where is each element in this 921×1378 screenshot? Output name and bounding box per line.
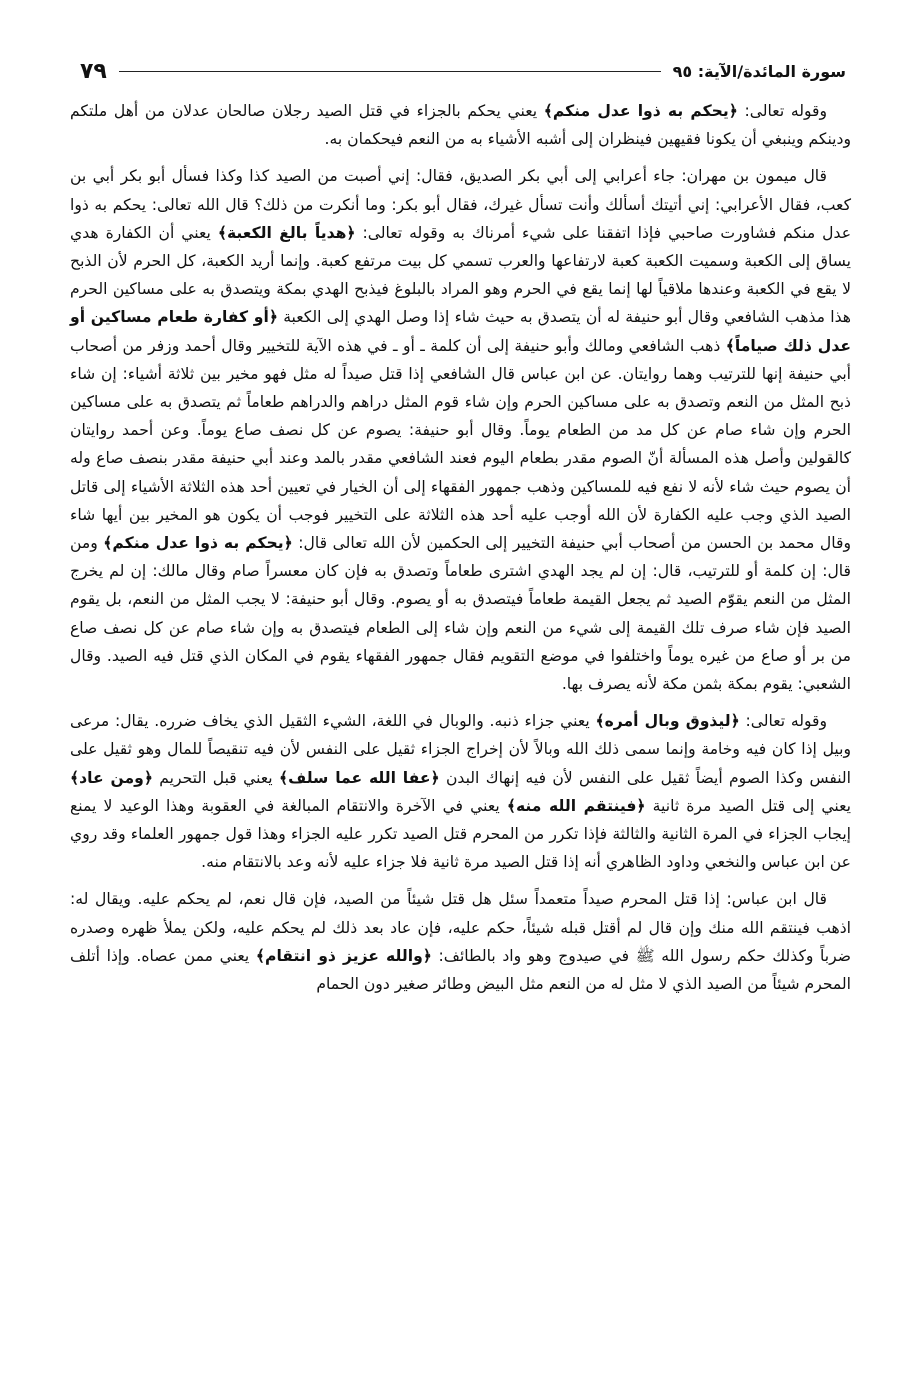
quran-quote: ﴿يحكم به ذوا عدل منكم﴾ bbox=[543, 102, 738, 120]
commentary-text: قال ميمون بن مهران: جاء أعرابي إلى أبي بكر الصديق، فقال: إني أصبت من الصيد كذا وكذا فسأل أبو بكر أبي بن كعب، فقال الأعرابي: إني أتيتك أسألك وأنت تسأل غيرك، فقال أبو بكر: وما أنكرت من ذلك؟ قال الله تعالى: يحكم به ذوا عدل منكم فشاورت صاحبي فإذا اتفقنا على شيء أمرناك به وقوله تعالى: bbox=[70, 167, 851, 242]
paragraph bbox=[70, 97, 851, 153]
commentary-text: يعني ممن عصاه. وإذا أتلف المحرم شيئاً من الصيد الذي لا مثل له من النعم مثل البيض وطائر صغير دون الحمام bbox=[70, 946, 851, 994]
quran-quote: ﴿هدياً بالغ الكعبة﴾ bbox=[217, 223, 356, 242]
commentary-text: يعني جزاء ذنبه. والوبال في اللغة، الشيء الثقيل الذي يخاف ضرره. يقال: مرعى وبيل إذا كان فيه وخامة وإنما سمى ذلك الله وبالاً لأن إخراج الجزاء ثقيل على النفس لأن فيه تنقيصاً للمال وهو ثقيل على النفس وكذا الصوم أيضاً ثقيل على النفس لأن فيه إنهاك البدن bbox=[70, 712, 852, 787]
header-rule bbox=[119, 71, 661, 72]
commentary-text: يعني يحكم بالجزاء في قتل الصيد رجلان صالحان عدلان من أهل ملتكم ودينكم وينبغي أن يكونا فقيهين فينظران إلى أشبه الأشياء به من النعم فيحكمان به. bbox=[70, 102, 851, 149]
commentary-text: ومن قال: إن كلمة أو للترتيب، قال: إن لم يجد الهدي اشترى طعاماً وتصدق به فإن كان معسراً صام وقال مالك: إن لم يخرج المثل من النعم يقوّم الصيد ثم يجعل القيمة طعاماً فيتصدق به أو يصوم. وقال أبو حنيفة: لا يجب المثل من النعم، بل يقوم الصيد فإن شاء صرف تلك القيمة إلى شيء من النعم وإن شاء إلى الطعام فيتصدق به وإن شاء صام عن كل نصف صاع من بر أو صاع من غيره يوماً واختلفوا في موضع التقويم فقال جمهور الفقهاء يقوم في المكان الذي قتل فيه الصيد. وقال الشعبي: يقوم بمكة بثمن مكة لأنه يصرف بها. bbox=[70, 534, 851, 694]
commentary-text: وقوله تعالى: bbox=[737, 102, 827, 120]
commentary-text: يعني إلى قتل الصيد مرة ثانية bbox=[645, 796, 852, 815]
commentary-text: وقوله تعالى: bbox=[739, 712, 827, 731]
quran-quote: ﴿ليذوق وبال أمره﴾ bbox=[595, 712, 740, 731]
paragraph bbox=[70, 707, 851, 876]
commentary-text: يعني أن الكفارة هدي يساق إلى الكعبة وسميت الكعبة كعبة لارتفاعها والعرب تسمي كل بيت مرتفع كعبة. وإنما أريد الكعبة، كل الحرم لأن الذبح لا يقع في الكعبة وعندها ملاقياً لها إنما يقع في الحرم وهو المراد بالبلوغ فيذبح الهدي بمكة ويتصدق به على مساكين الحرم هذا مذهب الشافعي وقال أبو حنيفة له أن يتصدق به حيث شاء إذا وصل الهدي إلى الكعبة bbox=[70, 223, 851, 327]
paragraph bbox=[70, 885, 851, 998]
page-header bbox=[80, 56, 846, 86]
paragraph-text bbox=[70, 885, 851, 998]
commentary-text: ذهب الشافعي ومالك وأبو حنيفة إلى أن كلمة ـ أو ـ في هذه الآية للتخيير وقال أحمد وزفر من أصحاب أبي حنيفة إنها للترتيب وهما روايتان. عن ابن عباس قال الشافعي إذا قتل صيداً له مثل فهو مخير بين ثلاثة أشياء: إن شاء ذبح المثل من النعم وتصدق به على مساكين الحرم وإن شاء قوم المثل دراهم والدراهم طعاماً ثم يتصدق به على مساكين الحرم وإن شاء صام عن كل مد من الطعام يوماً. وقال أبو حنيفة: يصوم عن كل نصف صاع يوماً. وعن أحمد روايتان كالقولين وأصل هذه المسألة أنّ الصوم مقدر بطعام اليوم فعند الشافعي مقدر بالمد وعند أبي حنيفة مقدر بنصف صاع وله أن يصوم حيث شاء لأنه لا نفع فيه للمساكين وذهب جمهور الفقهاء إلى أن الخيار في تعيين أحد هذه الثلاثة الأشياء إلى قاتل الصيد الذي وجب عليه الكفارة لأن الله أوجب عليه أحد هذه الثلاثة على التخيير فوجب أن يكون هو المخير بين أيها شاء وقال محمد بن الحسن من أصحاب أبي حنيفة التخيير إلى الحكمين لأن الله تعالى قال: bbox=[70, 336, 851, 553]
quran-quote: ﴿أو كفارة طعام مساكين أو عدل ذلك صياماً﴾ bbox=[70, 308, 851, 355]
quran-quote: ﴿يحكم به ذوا عدل منكم﴾ bbox=[103, 534, 293, 553]
paragraph-text bbox=[70, 707, 851, 876]
surah-verse-title: سورة المائدة/الآية: ٩٥ bbox=[672, 61, 846, 81]
page-body bbox=[70, 97, 851, 1007]
paragraph bbox=[70, 162, 851, 698]
quran-quote: ﴿ومن عاد﴾ bbox=[70, 768, 153, 787]
quran-quote: ﴿عفا الله عما سلف﴾ bbox=[278, 768, 440, 787]
page-number: ٧٩ bbox=[80, 58, 107, 84]
paragraph-text bbox=[70, 162, 851, 698]
commentary-text: قال ابن عباس: إذا قتل المحرم صيداً متعمداً سئل هل قتل شيئاً من الصيد، فإن قال نعم، لم يحكم عليه. ويقال له: اذهب فينتقم الله منك وإن قال لم أقتل قبله شيئاً، حكم عليه، فإن عاد بعد ذلك لم يحكم عليه، ولكن يملأ ظهره وصدره ضرباً وكذلك حكم رسول الله ﷺ في صيدوج وهو واد بالطائف: bbox=[70, 890, 851, 965]
quran-quote: ﴿فينتقم الله منه﴾ bbox=[506, 796, 646, 815]
commentary-text: يعني في الآخرة والانتقام المبالغة في العقوبة وهذا الوعيد لا يمنع إيجاب الجزاء في المرة الثانية والثالثة فإذا تكرر من المحرم قتل الصيد تكرر عليه الجزاء وهذا قول جمهور العلماء وقد روي عن ابن عباس والنخعي وداود الظاهري أنه إذا قتل الصيد مرة ثانية فلا جزاء عليه لأنه وعد بالانتقام منه. bbox=[70, 796, 851, 872]
paragraph-text bbox=[70, 97, 851, 153]
commentary-text: يعني قبل التحريم bbox=[152, 768, 279, 787]
quran-quote: ﴿والله عزيز ذو انتقام﴾ bbox=[255, 946, 432, 965]
